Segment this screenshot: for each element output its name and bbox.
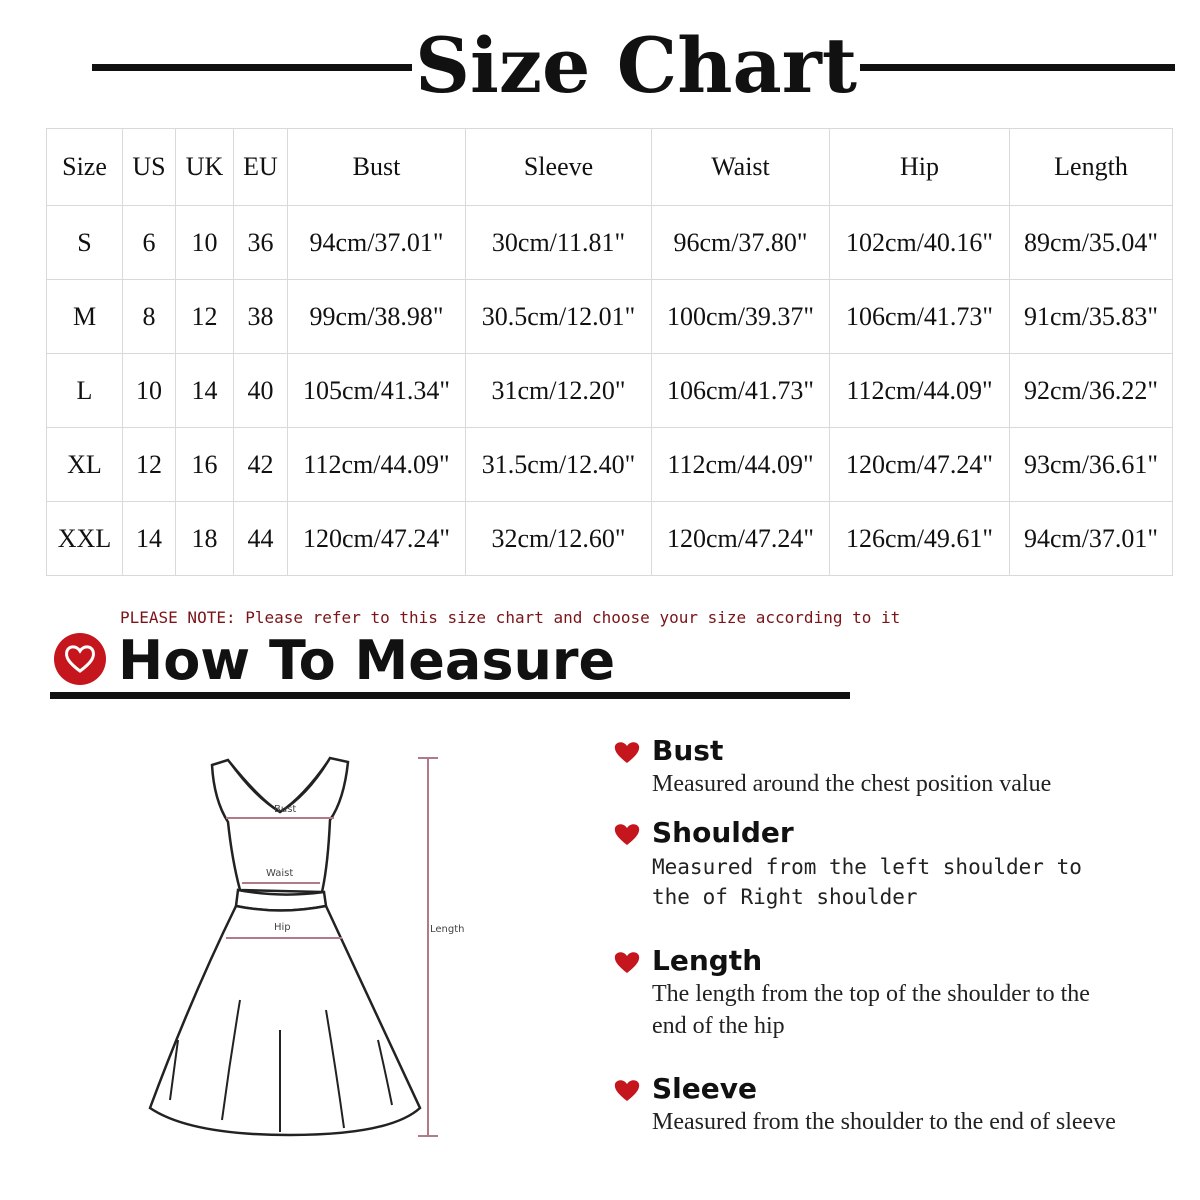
header-cell: Size [47, 129, 123, 206]
table-cell: 100cm/39.37" [652, 280, 830, 354]
size-note: PLEASE NOTE: Please refer to this size chart and choose your size according to it [120, 608, 901, 627]
table-cell: 10 [176, 206, 234, 280]
table-cell: 106cm/41.73" [830, 280, 1010, 354]
table-cell: 14 [176, 354, 234, 428]
measure-item-name: Sleeve [652, 1072, 757, 1105]
measure-item-name: Bust [652, 734, 724, 767]
table-cell: 30cm/11.81" [466, 206, 652, 280]
table-cell: 91cm/35.83" [1010, 280, 1173, 354]
table-row [47, 280, 1173, 354]
how-to-measure-title: How To Measure [118, 629, 616, 692]
table-cell: 31cm/12.20" [466, 354, 652, 428]
table-cell: S [47, 206, 123, 280]
table-cell: 10 [123, 354, 176, 428]
header-cell: UK [176, 129, 234, 206]
header-cell: Length [1010, 129, 1173, 206]
measure-item-name: Shoulder [652, 816, 794, 849]
measure-item-desc: Measured from the left shoulder to the of Right shoulder [652, 855, 1082, 909]
table-cell: 112cm/44.09" [652, 428, 830, 502]
heart-icon [614, 1078, 640, 1102]
table-cell: 31.5cm/12.40" [466, 428, 652, 502]
diagram-label-hip: Hip [274, 922, 291, 933]
measure-item-desc: Measured around the chest position value [652, 771, 1052, 797]
table-cell: 126cm/49.61" [830, 502, 1010, 576]
table-cell: 105cm/41.34" [288, 354, 466, 428]
table-cell: L [47, 354, 123, 428]
table-cell: 36 [234, 206, 288, 280]
header-cell: Waist [652, 129, 830, 206]
table-cell: M [47, 280, 123, 354]
heart-icon [614, 740, 640, 764]
table-cell: 44 [234, 502, 288, 576]
measure-item-desc: The length from the top of the shoulder to the end of the hip [652, 981, 1090, 1039]
table-cell: 18 [176, 502, 234, 576]
header-cell: US [123, 129, 176, 206]
table-cell: XXL [47, 502, 123, 576]
diagram-label-length: Length [430, 924, 465, 935]
header-cell: Bust [288, 129, 466, 206]
table-cell: 16 [176, 428, 234, 502]
measure-item-desc: Measured from the shoulder to the end of sleeve [652, 1109, 1116, 1135]
table-cell: 106cm/41.73" [652, 354, 830, 428]
table-cell: 93cm/36.61" [1010, 428, 1173, 502]
table-cell: 92cm/36.22" [1010, 354, 1173, 428]
table-header-row [47, 129, 1173, 206]
diagram-label-bust: Bust [274, 804, 297, 815]
how-to-measure-rule [50, 692, 850, 699]
heart-icon [614, 822, 640, 846]
dress-diagram [130, 740, 490, 1160]
table-cell: 120cm/47.24" [830, 428, 1010, 502]
table-cell: 120cm/47.24" [652, 502, 830, 576]
measure-item-name: Length [652, 944, 763, 977]
title-rule-right [860, 64, 1175, 71]
table-cell: 12 [176, 280, 234, 354]
title-rule-left [92, 64, 412, 71]
header-cell: EU [234, 129, 288, 206]
page-title: Size Chart [415, 21, 857, 110]
table-cell: 112cm/44.09" [288, 428, 466, 502]
heart-in-circle-icon [54, 633, 106, 685]
table-cell: 99cm/38.98" [288, 280, 466, 354]
table-cell: 14 [123, 502, 176, 576]
table-cell: 6 [123, 206, 176, 280]
table-row [47, 354, 1173, 428]
table-row [47, 428, 1173, 502]
table-cell: XL [47, 428, 123, 502]
diagram-label-waist: Waist [266, 868, 294, 879]
table-row [47, 206, 1173, 280]
table-cell: 32cm/12.60" [466, 502, 652, 576]
table-cell: 112cm/44.09" [830, 354, 1010, 428]
size-table [46, 128, 1173, 576]
dress-illustration [130, 740, 490, 1160]
table-cell: 94cm/37.01" [1010, 502, 1173, 576]
table-cell: 89cm/35.04" [1010, 206, 1173, 280]
table-cell: 42 [234, 428, 288, 502]
header-cell: Hip [830, 129, 1010, 206]
table-cell: 96cm/37.80" [652, 206, 830, 280]
heart-icon [614, 950, 640, 974]
table-cell: 8 [123, 280, 176, 354]
table-cell: 102cm/40.16" [830, 206, 1010, 280]
table-cell: 40 [234, 354, 288, 428]
table-cell: 120cm/47.24" [288, 502, 466, 576]
table-cell: 30.5cm/12.01" [466, 280, 652, 354]
table-cell: 94cm/37.01" [288, 206, 466, 280]
table-cell: 38 [234, 280, 288, 354]
header-cell: Sleeve [466, 129, 652, 206]
table-cell: 12 [123, 428, 176, 502]
table-row [47, 502, 1173, 576]
